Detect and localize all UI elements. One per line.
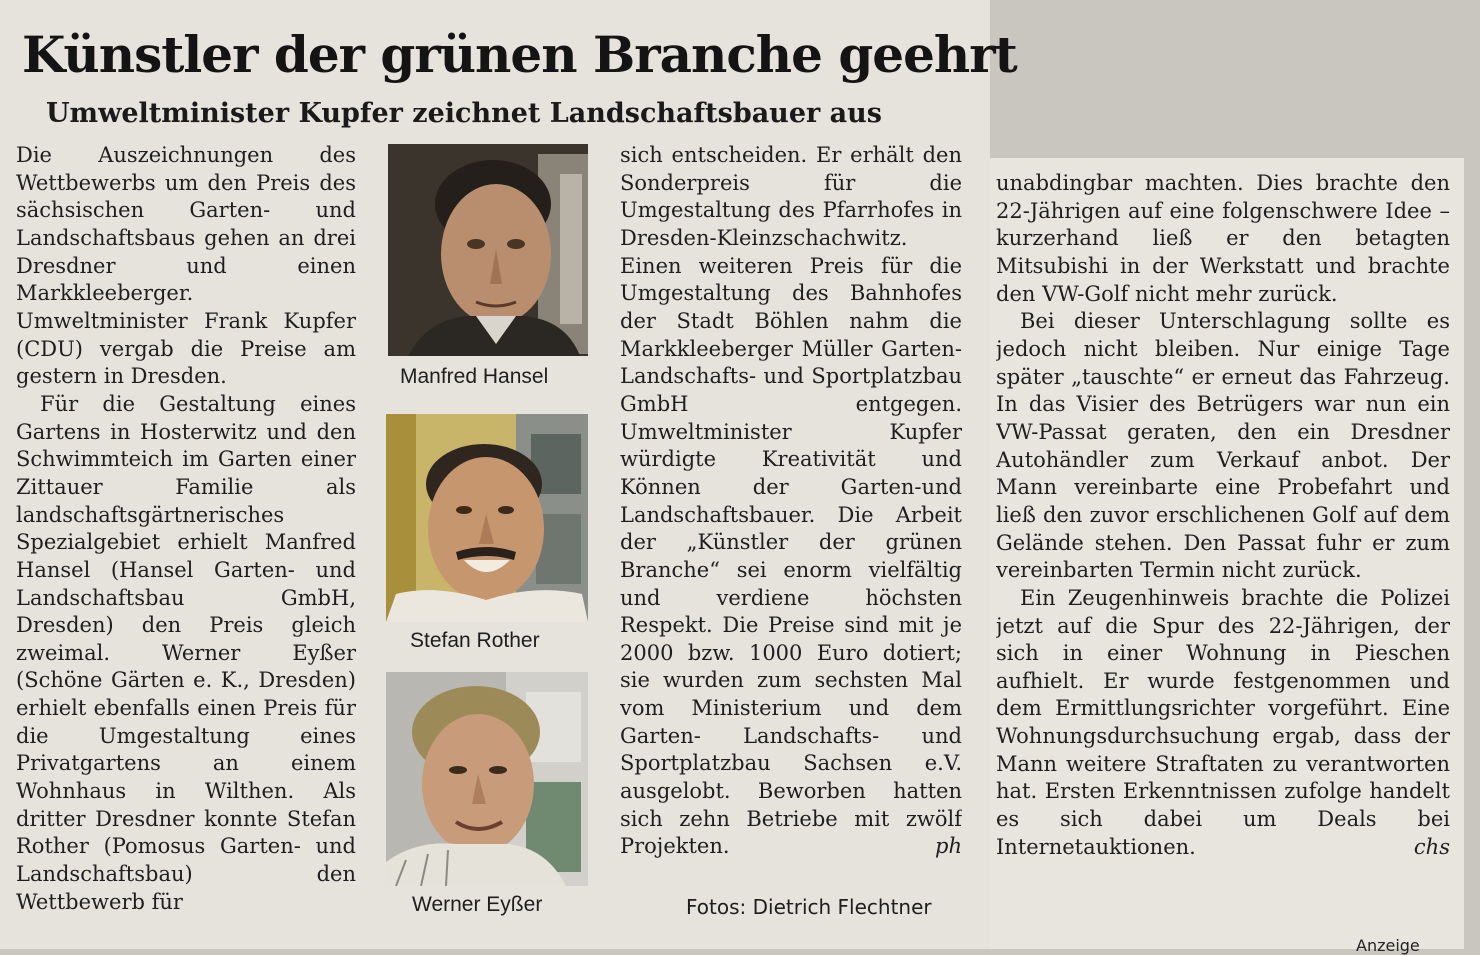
- portrait-photo-stefan-rother: [386, 414, 588, 622]
- author-signature: ph: [935, 834, 962, 859]
- portrait-image: [386, 672, 588, 886]
- paragraph-text: Ein Zeugenhinweis brachte die Polizei jetzt auf die Spur des 22-Jährigen, der sich in einer Wohnung in Pieschen aufhielt. Er wurde festgenommen und dem Ermittlungsrichter vorgeführt. Eine Wohnungsdurchsuchung ergab, dass der Mann weitere Straftaten zu verantworten hat. Ersten Erkenntnissen zufolge handelt es sich dabei um Deals bei Internetauktionen.: [996, 585, 1450, 859]
- photo-caption: Manfred Hansel: [400, 365, 549, 388]
- paragraph: [996, 585, 1450, 862]
- paragraph: Bei dieser Unterschlagung sollte es jedoch nicht bleiben. Nur einige Tage später „tauschte“ er erneut das Fahrzeug. In das Visier des Betrügers war nun ein VW-Passat geraten, den ein Dresdner Autohändler zum Verkauf anbot. Der Mann vereinbarte eine Probefahrt und ließ den zuvor erschlichenen Golf auf dem Gelände stehen. Den Passat fuhr er zum vereinbarten Termin nicht zurück.: [996, 309, 1450, 583]
- paragraph: [620, 142, 962, 861]
- paragraph-text: sich entscheiden. Er erhält den Sonderpreis für die Umgestaltung des Pfarrhofes in Dresden-Kleinzschachwitz. Einen weiteren Preis für die Umgestaltung des Bahnhofes der Stadt Böhlen nahm die Markkleeberger Müller Garten- Landschafts- und Sportplatzbau GmbH entgegen. Umweltminister Kupfer würdigte Kreativität und Können der Garten-und Landschaftsbauer. Die Arbeit der „Künstler der grünen Branche“ sei enorm vielfältig und verdiene höchsten Respekt. Die Preise sind mit je 2000 bzw. 1000 Euro dotiert; sie wurden zum sechsten Mal vom Ministerium und dem Garten- Landschafts- und Sportplatzbau Sachsen e.V. ausgelobt. Beworben hatten sich zehn Betriebe mit zwölf Projekten.: [620, 143, 962, 859]
- photo-caption: Werner Eyßer: [412, 893, 543, 916]
- adjacent-article-column: [996, 170, 1450, 930]
- portrait-photo-werner-eysser: [386, 672, 588, 886]
- portrait-image: [388, 144, 588, 356]
- portrait-photo-manfred-hansel: [388, 144, 588, 356]
- article-column-1: [16, 142, 356, 932]
- photo-caption: Stefan Rother: [410, 629, 540, 652]
- paragraph: unabdingbar machten. Dies brachte den 22-Jährigen auf eine folgenschwere Idee – kurzerhand ließ er den betagten Mitsubishi in der Werkstatt und brachte den VW-Golf nicht mehr zurück.: [996, 171, 1450, 306]
- paragraph: Für die Gestaltung eines Gartens in Hosterwitz und den Schwimmteich im Garten einer Zittauer Familie als landschaftsgärtnerisches Spezialgebiet erhielt Manfred Hansel (Hansel Garten- und Landschaftsbau GmbH, Dresden) den Preis gleich zweimal. Werner Eyßer (Schöne Gärten e. K., Dresden) erhielt ebenfalls einen Preis für die Umgestaltung eines Privatgartens an einem Wohnhaus in Wilthen. Als dritter Dresdner konnte Stefan Rother (Pomosus Garten- und Landschaftsbau) den Wettbewerb für: [16, 391, 356, 914]
- photo-credits: Fotos: Dietrich Flechtner: [686, 895, 932, 919]
- paragraph: Die Auszeichnungen des Wettbewerbs um den Preis des sächsischen Garten- und Landschaftsbaus gehen an drei Dresdner und einen Markkleeberger. Umweltminister Frank Kupfer (CDU) vergab die Preise am gestern in Dresden.: [16, 143, 356, 389]
- headline: Künstler der grünen Branche geehrt: [22, 25, 1017, 84]
- author-signature: chs: [1413, 834, 1450, 859]
- portrait-image: [386, 414, 588, 622]
- subheadline: Umweltminister Kupfer zeichnet Landschaftsbauer aus: [46, 98, 882, 129]
- article-column-2: [620, 142, 962, 902]
- advertisement-label: Anzeige: [1356, 936, 1420, 955]
